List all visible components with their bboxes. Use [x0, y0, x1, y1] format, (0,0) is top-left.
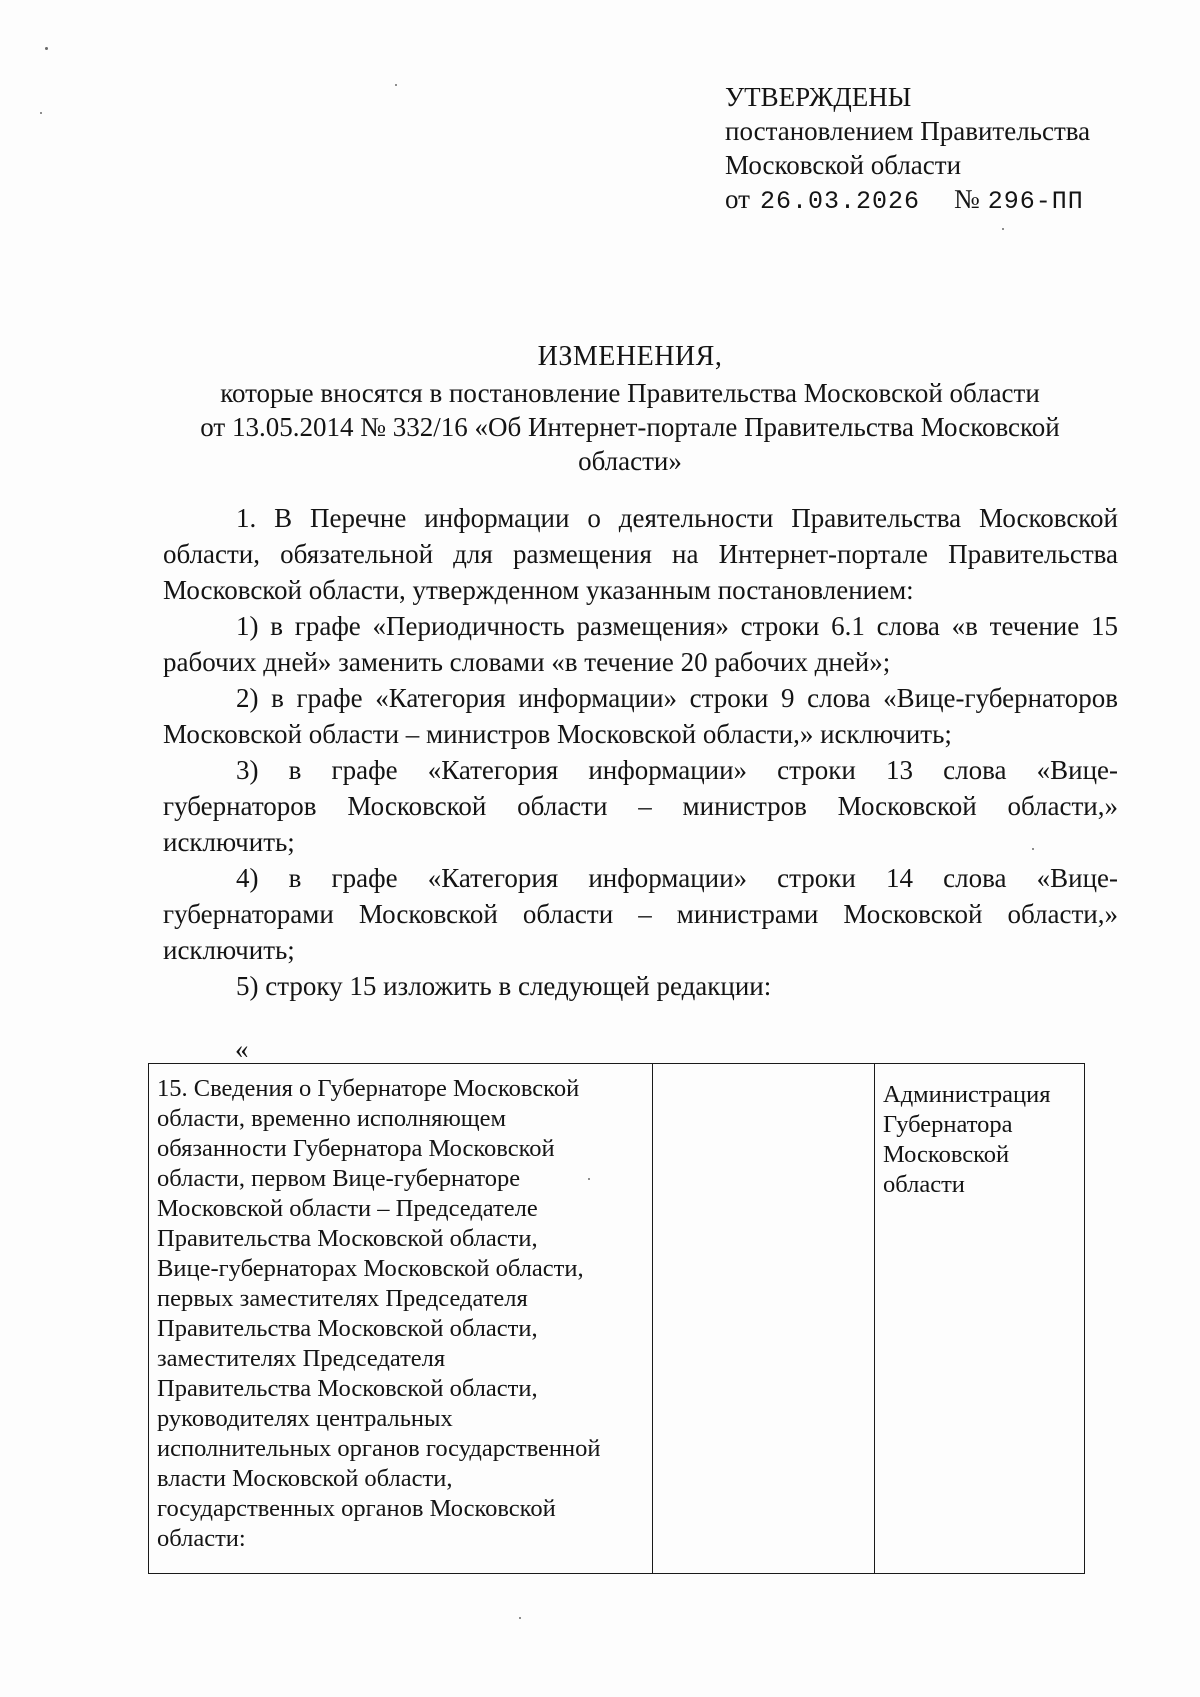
paragraph-4: 3) в графе «Категория информации» строки 13 слова «Вице-губернаторов Московской области – министров Московской области,» исключить;	[163, 755, 1118, 857]
category-line: исполнительных органов государственной	[157, 1435, 601, 1462]
category-line: Вице-губернаторах Московской области,	[157, 1255, 584, 1282]
responsible-cell	[875, 1064, 1085, 1574]
scan-speck	[45, 47, 48, 50]
number-label: №	[953, 184, 980, 214]
paragraph-5: 4) в графе «Категория информации» строки 14 слова «Вице-губернаторами Московской области – министрами Московской области,» исключить;	[163, 863, 1118, 965]
approval-date-line	[725, 182, 1090, 219]
scan-speck	[40, 112, 42, 114]
category-line: первых заместителях Председателя	[157, 1285, 528, 1312]
date-value: 26.03.2026	[759, 187, 920, 216]
paragraph-2: 1) в графе «Периодичность размещения» строки 6.1 слова «в течение 15 рабочих дней» заменить словами «в течение 20 рабочих дней»;	[163, 611, 1118, 677]
title-heading: ИЗМЕНЕНИЯ,	[537, 341, 723, 372]
document-title	[180, 340, 1080, 478]
category-cell	[149, 1064, 653, 1574]
period-cell	[653, 1064, 875, 1574]
category-line: обязанности Губернатора Московской	[157, 1135, 555, 1162]
category-line: государственных органов Московской	[157, 1495, 556, 1522]
open-quote-mark: «	[235, 1034, 249, 1064]
approval-line-2: Московской области	[725, 150, 962, 180]
responsible-line: Московской	[883, 1141, 1010, 1168]
paragraph-1: 1. В Перечне информации о деятельности Правительства Московской области, обязательной для размещения на Интернет-портале Правительства Московской области, утвержденном указанным постановлением:	[163, 503, 1118, 605]
responsible-line: области	[883, 1171, 965, 1198]
category-line: заместителях Председателя	[157, 1345, 446, 1372]
responsible-line: Администрация	[883, 1081, 1051, 1108]
approval-heading: УТВЕРЖДЕНЫ	[725, 82, 912, 112]
scan-speck	[519, 1617, 521, 1619]
approval-block	[725, 80, 1090, 219]
paragraph-3: 2) в графе «Категория информации» строки 9 слова «Вице-губернаторов Московской области – министров Московской области,» исключить;	[163, 683, 1118, 749]
category-line: области, первом Вице-губернаторе	[157, 1165, 521, 1192]
row-15-table	[148, 1063, 1085, 1574]
scan-speck	[395, 84, 397, 86]
scan-speck	[1002, 228, 1004, 230]
title-line-1: которые вносятся в постановление Правительства Московской области	[220, 378, 1040, 408]
title-line-2: от 13.05.2014 № 332/16 «Об Интернет-портале Правительства Московской	[200, 412, 1060, 442]
document-body	[163, 500, 1118, 1004]
title-line-3: области»	[578, 446, 682, 476]
table-row	[149, 1064, 1085, 1574]
category-line: руководителях центральных	[157, 1405, 453, 1432]
category-line: области:	[157, 1525, 246, 1552]
responsible-line: Губернатора	[883, 1111, 1013, 1138]
category-line: Правительства Московской области,	[157, 1315, 538, 1342]
date-label: от	[725, 184, 750, 214]
category-line: Московской области – Председателе	[157, 1195, 538, 1222]
number-value: 296-ПП	[987, 187, 1084, 216]
category-line: области, временно исполняющем	[157, 1105, 506, 1132]
category-line: 15. Сведения о Губернаторе Московской	[157, 1075, 580, 1102]
category-line: Правительства Московской области,	[157, 1375, 538, 1402]
category-line: Правительства Московской области,	[157, 1225, 538, 1252]
paragraph-6: 5) строку 15 изложить в следующей редакции:	[236, 971, 772, 1001]
category-line: власти Московской области,	[157, 1465, 453, 1492]
approval-line-1: постановлением Правительства	[725, 116, 1091, 146]
